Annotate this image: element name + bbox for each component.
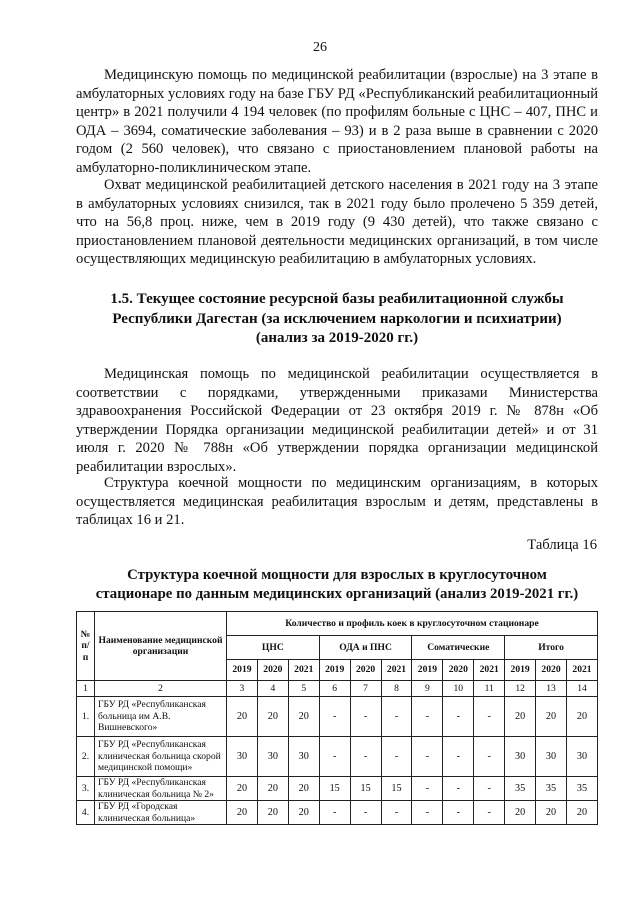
table-label: Таблица 16: [527, 537, 597, 553]
bed-count-cell: -: [412, 801, 443, 825]
header-group: ОДА и ПНС: [319, 636, 412, 660]
bed-count-cell: -: [474, 697, 505, 737]
table-body: [77, 697, 598, 825]
index-cell: 12: [505, 681, 536, 697]
bed-count-cell: 20: [257, 801, 288, 825]
table-caption: [76, 566, 598, 604]
section-heading: [76, 290, 598, 349]
bed-count-cell: 20: [288, 777, 319, 801]
header-year: 2021: [474, 660, 505, 681]
header-group: Итого: [505, 636, 598, 660]
bed-count-cell: -: [350, 801, 381, 825]
table-row: [77, 777, 598, 801]
index-cell: 9: [412, 681, 443, 697]
index-cell: 8: [381, 681, 412, 697]
bed-count-cell: 30: [566, 737, 597, 777]
bed-count-cell: 30: [536, 737, 567, 777]
bed-count-cell: 20: [536, 801, 567, 825]
bed-count-cell: 20: [227, 697, 258, 737]
bed-count-cell: 20: [257, 777, 288, 801]
bed-count-cell: -: [474, 801, 505, 825]
header-year: 2021: [381, 660, 412, 681]
row-number: 4.: [77, 801, 95, 825]
organization-name: ГБУ РД «Республиканская клиническая больница № 2»: [95, 777, 227, 801]
bed-count-cell: -: [319, 801, 350, 825]
bed-count-cell: -: [412, 737, 443, 777]
bed-count-cell: -: [474, 737, 505, 777]
bed-count-cell: 30: [505, 737, 536, 777]
table-row: [77, 801, 598, 825]
organization-name: ГБУ РД «Республиканская клиническая больница скорой медицинской помощи»: [95, 737, 227, 777]
table-header-row: [77, 612, 598, 636]
bed-count-cell: 20: [257, 697, 288, 737]
bed-count-cell: -: [443, 801, 474, 825]
bed-count-cell: 30: [227, 737, 258, 777]
index-cell: 10: [443, 681, 474, 697]
header-num: № п/п: [77, 612, 95, 681]
bed-count-cell: 20: [288, 697, 319, 737]
table-index-row: [77, 681, 598, 697]
page-number: 26: [313, 40, 327, 55]
bed-count-cell: -: [381, 737, 412, 777]
row-number: 2.: [77, 737, 95, 777]
bed-count-cell: 15: [319, 777, 350, 801]
header-year: 2019: [505, 660, 536, 681]
table-row: [77, 737, 598, 777]
header-group: Соматические: [412, 636, 505, 660]
header-group: ЦНС: [227, 636, 320, 660]
section-heading-line: Республики Дагестан (за исключением наркологии и психиатрии): [112, 310, 562, 327]
index-cell: 11: [474, 681, 505, 697]
bed-count-cell: -: [350, 697, 381, 737]
index-cell: 14: [566, 681, 597, 697]
paragraph-adult-rehab: Медицинскую помощь по медицинской реабилитации (взрослые) на 3 этапе в амбулаторных условиях году на базе ГБУ РД «Республиканский реабилитационный центр» в 2021 получили 4 194 человек (по профилям больные с ЦНС – 407, ПНС и ОДА – 3694, соматические заболевания – 93) и в 2 раза выше в сравнении с 2020 годом (2 560 человек), что связано с приостановлением плановой работы на амбулаторно-поликлиническом этапе.: [76, 67, 598, 176]
bed-count-cell: 35: [536, 777, 567, 801]
row-number: 3.: [77, 777, 95, 801]
paragraph-regulations: Медицинская помощь по медицинской реабилитации осуществляется в соответствии с порядками, утвержденными приказами Министерства здравоохранения Российской Федерации от 23 октября 2019 г. № 878н «Об утверждении Порядка организации медицинской реабилитации детей» и от 31 июля г. 2020 № 788н «Об утверждении порядка организации медицинской реабилитации взрослых».: [76, 366, 598, 475]
bed-count-cell: 15: [350, 777, 381, 801]
bed-count-cell: 20: [227, 777, 258, 801]
bed-count-cell: 30: [288, 737, 319, 777]
bed-count-cell: 15: [381, 777, 412, 801]
index-cell: 13: [536, 681, 567, 697]
header-group-title: Количество и профиль коек в круглосуточном стационаре: [227, 612, 598, 636]
header-year: 2021: [566, 660, 597, 681]
header-year: 2019: [412, 660, 443, 681]
paragraph-child-rehab: Охват медицинской реабилитацией детского населения в 2021 году на 3 этапе в амбулаторных условиях снизился, так в 2021 году было пролечено 5 359 детей, что на 56,8 проц. ниже, чем в 2019 году (9 430 детей), что также связано с приостановлением плановой деятельности медицинских организаций, в том числе осуществляющих медицинскую реабилитацию в амбулаторных условиях.: [76, 177, 598, 268]
bed-count-cell: 35: [505, 777, 536, 801]
index-cell: 1: [77, 681, 95, 697]
row-number: 1.: [77, 697, 95, 737]
index-cell: 6: [319, 681, 350, 697]
bed-count-cell: -: [443, 777, 474, 801]
bed-count-cell: -: [319, 737, 350, 777]
bed-count-cell: 35: [566, 777, 597, 801]
bed-count-cell: -: [381, 697, 412, 737]
index-cell: 2: [95, 681, 227, 697]
bed-count-cell: 20: [566, 697, 597, 737]
index-cell: 7: [350, 681, 381, 697]
bed-count-cell: 20: [288, 801, 319, 825]
index-cell: 3: [227, 681, 258, 697]
header-name: Наименование медицинской организации: [95, 612, 227, 681]
table-caption-line: стационаре по данным медицинских организаций (анализ 2019-2021 гг.): [95, 586, 579, 602]
header-year: 2020: [443, 660, 474, 681]
header-year: 2020: [350, 660, 381, 681]
bed-count-cell: -: [381, 801, 412, 825]
bed-count-cell: -: [319, 697, 350, 737]
bed-count-cell: -: [443, 697, 474, 737]
organization-name: ГБУ РД «Городская клиническая больница»: [95, 801, 227, 825]
header-year: 2020: [536, 660, 567, 681]
bed-count-cell: -: [412, 777, 443, 801]
bed-count-cell: 20: [505, 697, 536, 737]
table-row: [77, 697, 598, 737]
bed-count-cell: -: [474, 777, 505, 801]
section-heading-line: (анализ за 2019-2020 гг.): [255, 330, 419, 347]
paragraph-bed-structure: Структура коечной мощности по медицинским организациям, в которых осуществляется медицинская реабилитация взрослым и детям, представлены в таблицах 16 и 21.: [76, 475, 598, 529]
bed-count-cell: -: [443, 737, 474, 777]
bed-count-cell: 20: [505, 801, 536, 825]
section-heading-line: 1.5. Текущее состояние ресурсной базы реабилитационной службы: [110, 291, 564, 307]
header-year: 2019: [227, 660, 258, 681]
bed-count-cell: -: [412, 697, 443, 737]
header-year: 2019: [319, 660, 350, 681]
bed-count-cell: 30: [257, 737, 288, 777]
header-year: 2021: [288, 660, 319, 681]
table-caption-line: Структура коечной мощности для взрослых в круглосуточном: [127, 567, 547, 583]
bed-count-cell: -: [350, 737, 381, 777]
bed-capacity-table: [76, 611, 598, 825]
bed-count-cell: 20: [227, 801, 258, 825]
header-year: 2020: [257, 660, 288, 681]
bed-count-cell: 20: [536, 697, 567, 737]
index-cell: 4: [257, 681, 288, 697]
organization-name: ГБУ РД «Республиканская больница им А.В. Вишневского»: [95, 697, 227, 737]
bed-count-cell: 20: [566, 801, 597, 825]
index-cell: 5: [288, 681, 319, 697]
